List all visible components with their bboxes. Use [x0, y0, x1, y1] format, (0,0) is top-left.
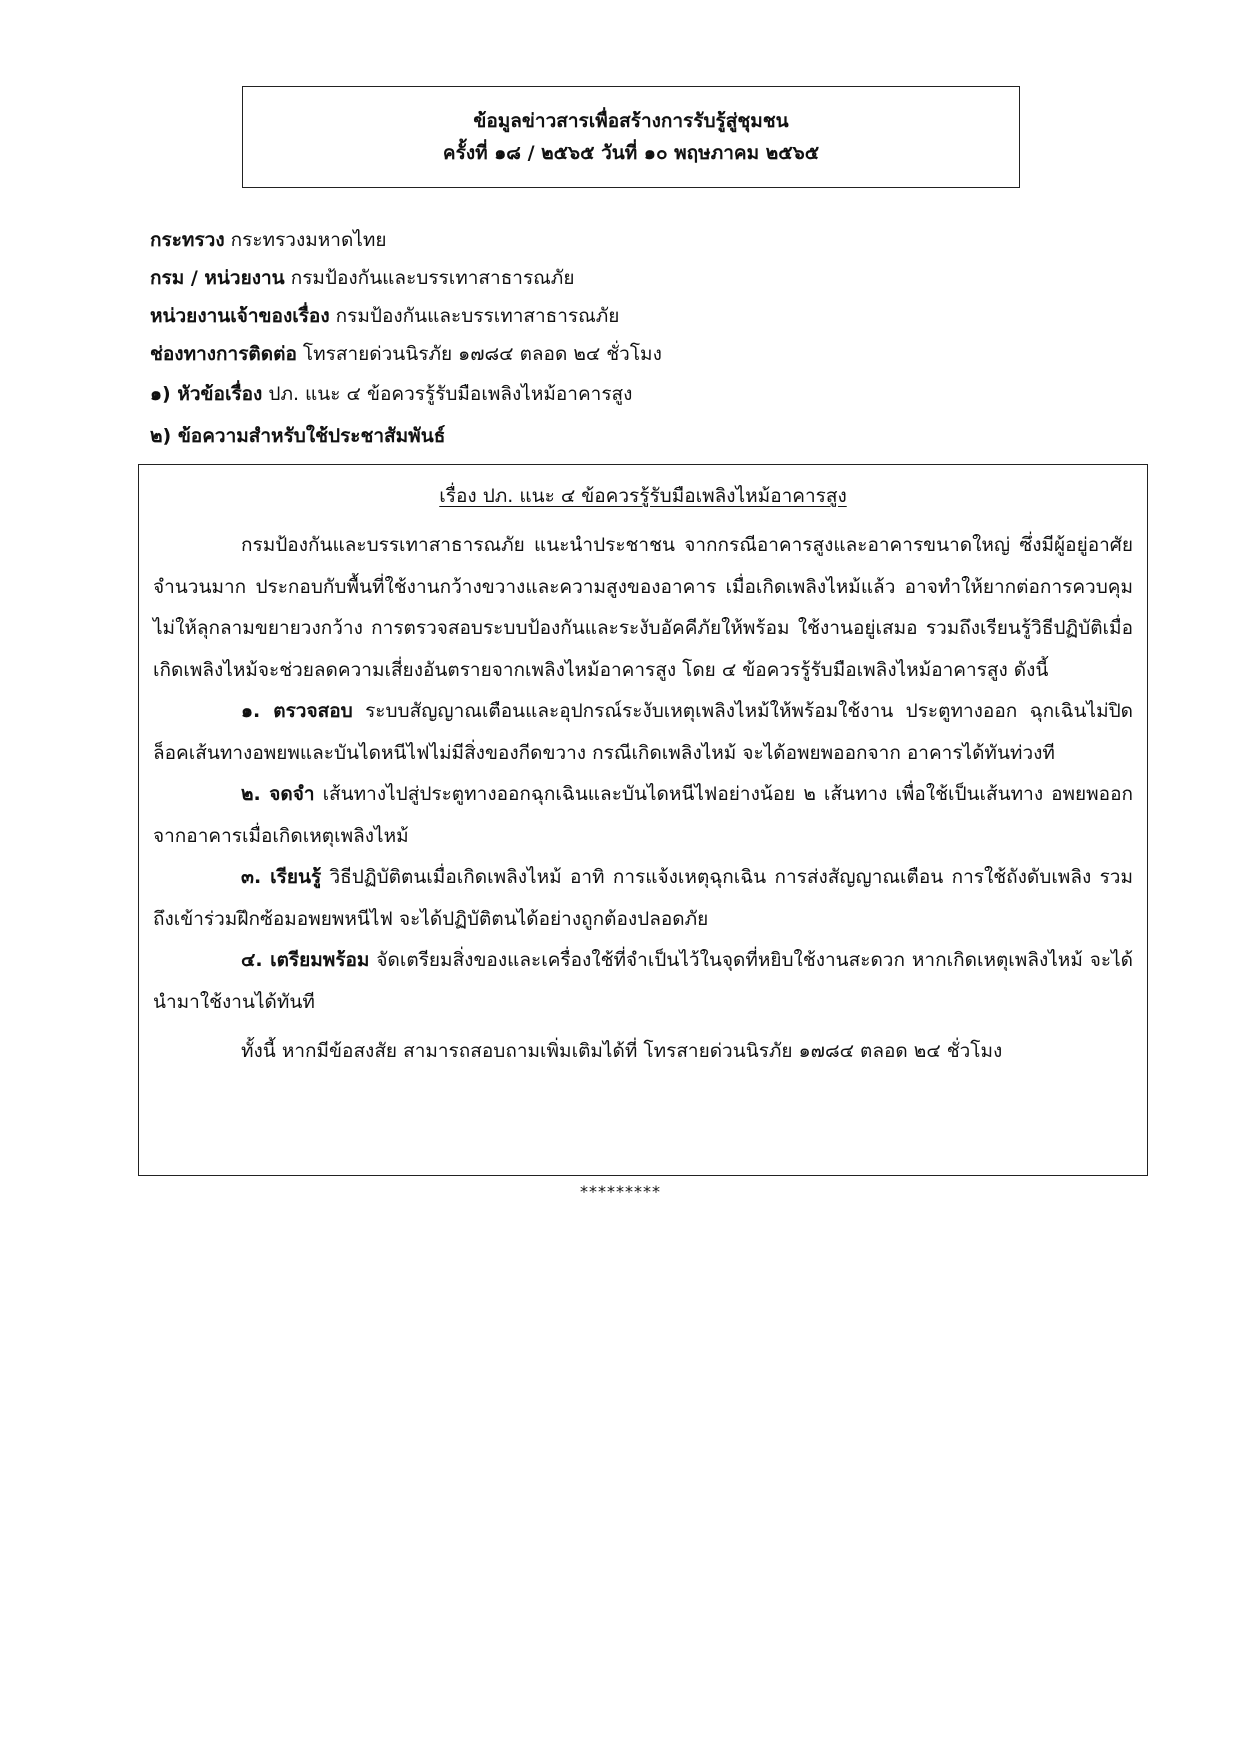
item-check [153, 691, 1133, 774]
meta-topic-label: ๑) หัวข้อเรื่อง [150, 383, 263, 405]
header-subtitle: ครั้งที่ ๑๘ / ๒๕๖๕ วันที่ ๑๐ พฤษภาคม ๒๕๖๕ [442, 142, 820, 164]
intro-paragraph: กรมป้องกันและบรรเทาสาธารณภัย แนะนำประชาชน จากกรณีอาคารสูงและอาคารขนาดใหญ่ ซึ่งมีผู้อยู่อาศัยจำนวนมาก ประกอบกับพื้นที่ใช้งานกว้างขวางและความสูงของอาคาร เมื่อเกิดเพลิงไหม้แล้ว อาจทำให้ยากต่อการควบคุมไม่ให้ลุกลามขยายวงกว้าง การตรวจสอบระบบป้องกันและระงับอัคคีภัยให้พร้อม ใช้งานอยู่เสมอ รวมถึงเรียนรู้วิธีปฏิบัติเมื่อเกิดเพลิงไหม้จะช่วยลดความเสี่ยงอันตรายจากเพลิงไหม้อาคารสูง โดย ๔ ข้อควรรู้รับมือเพลิงไหม้อาคารสูง ดังนี้ [153, 534, 1133, 681]
meta-contact-label: ช่องทางการติดต่อ [150, 343, 297, 365]
meta-department-value: กรมป้องกันและบรรเทาสาธารณภัย [290, 267, 575, 289]
item-prepare-text: จัดเตรียมสิ่งของและเครื่องใช้ที่จำเป็นไว้ในจุดที่หยิบใช้งานสะดวก หากเกิดเหตุเพลิงไหม้ จะได้นำมาใช้งานได้ทันที [153, 949, 1134, 1013]
content-title-text: เรื่อง ปภ. แนะ ๔ ข้อควรรู้รับมือเพลิงไหม้อาคารสูง [439, 485, 847, 507]
item-prepare-heading: ๔. เตรียมพร้อม [241, 949, 370, 971]
meta-pr-label: ๒) ข้อความสำหรับใช้ประชาสัมพันธ์ [150, 425, 446, 447]
meta-department-label: กรม / หน่วยงาน [150, 267, 285, 289]
meta-topic [150, 380, 1110, 408]
content-box [138, 464, 1148, 1176]
meta-ministry-value: กระทรวงมหาดไทย [230, 229, 387, 251]
item-learn [153, 857, 1133, 940]
item-learn-text: วิธีปฏิบัติตนเมื่อเกิดเพลิงไหม้ อาทิ การแจ้งเหตุฉุกเฉิน การส่งสัญญาณเตือน การใช้ถังดับเพลิง รวมถึงเข้าร่วมฝึกซ้อมอพยพหนีไฟ จะได้ปฏิบัติตนได้อย่างถูกต้องปลอดภัย [153, 866, 1133, 930]
meta-department [150, 264, 1110, 292]
meta-section [150, 226, 1110, 450]
item-learn-heading: ๓. เรียนรู้ [241, 866, 322, 888]
meta-contact-value: โทรสายด่วนนิรภัย ๑๗๘๔ ตลอด ๒๔ ชั่วโมง [302, 343, 662, 365]
meta-pr [150, 422, 1110, 450]
item-remember-text: เส้นทางไปสู่ประตูทางออกฉุกเฉินและบันไดหนีไฟอย่างน้อย ๒ เส้นทาง เพื่อใช้เป็นเส้นทาง อพยพออกจากอาคารเมื่อเกิดเหตุเพลิงไหม้ [153, 783, 1133, 847]
meta-owner-value: กรมป้องกันและบรรเทาสาธารณภัย [335, 305, 620, 327]
header-box [242, 86, 1020, 188]
item-check-heading: ๑. ตรวจสอบ [241, 700, 353, 722]
meta-owner [150, 302, 1110, 330]
closing-paragraph: ทั้งนี้ หากมีข้อสงสัย สามารถสอบถามเพิ่มเติมได้ที่ โทรสายด่วนนิรภัย ๑๗๘๔ ตลอด ๒๔ ชั่วโมง [241, 1040, 1003, 1062]
header-title: ข้อมูลข่าวสารเพื่อสร้างการรับรู้สู่ชุมชน [473, 110, 789, 132]
item-remember-heading: ๒. จดจำ [241, 783, 315, 805]
meta-ministry-label: กระทรวง [150, 229, 225, 251]
item-remember [153, 774, 1133, 857]
meta-topic-value: ปภ. แนะ ๔ ข้อควรรู้รับมือเพลิงไหม้อาคารสูง [268, 383, 633, 405]
end-marker: ********* [580, 1182, 661, 1201]
item-check-text: ระบบสัญญาณเตือนและอุปกรณ์ระงับเหตุเพลิงไหม้ให้พร้อมใช้งาน ประตูทางออก ฉุกเฉินไม่ปิดล็อคเส้นทางอพยพและบันไดหนีไฟไม่มีสิ่งของกีดขวาง กรณีเกิดเพลิงไหม้ จะได้อพยพออกจาก อาคารได้ทันท่วงที [153, 700, 1133, 764]
meta-contact [150, 340, 1110, 368]
meta-owner-label: หน่วยงานเจ้าของเรื่อง [150, 305, 330, 327]
content-title [153, 481, 1133, 511]
item-prepare [153, 940, 1133, 1023]
meta-ministry [150, 226, 1110, 254]
